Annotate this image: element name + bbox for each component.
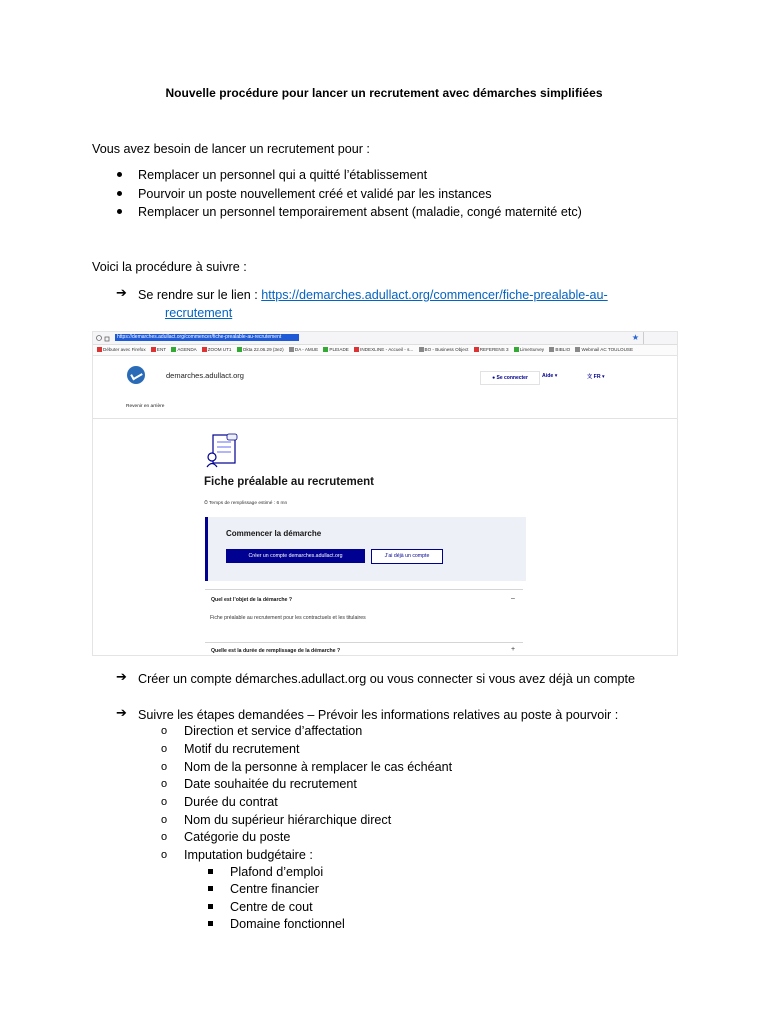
info-item: Nom du supérieur hiérarchique direct	[184, 813, 392, 827]
form-title: Fiche préalable au recrutement	[204, 476, 375, 488]
chevron-down-icon: ▾	[554, 373, 558, 379]
bookmark[interactable]: Débuter avec Firefox	[97, 347, 146, 352]
card-title: Commencer la démarche	[226, 529, 322, 538]
bullet-dot	[117, 191, 122, 196]
circle-bullet: o	[161, 761, 168, 773]
bookmark[interactable]: ENT	[151, 347, 166, 352]
arrow-right-icon: ➔	[116, 285, 127, 300]
bookmark[interactable]: LimeSurvey	[514, 347, 544, 352]
back-link[interactable]: Revenir en arrière	[126, 404, 165, 409]
info-item: Motif du recrutement	[184, 742, 300, 756]
bookmark[interactable]: INDEXLINE - Accueil - s...	[354, 347, 413, 352]
site-name[interactable]: demarches.adullact.org	[166, 371, 244, 380]
square-bullet	[208, 904, 213, 909]
connect-button[interactable]: ● Se connecter	[480, 371, 540, 385]
budget-item: Plafond d’emploi	[230, 865, 324, 879]
bookmark[interactable]: Okta 22.06.29 (3e2)	[237, 347, 284, 352]
divider	[205, 589, 523, 590]
bookmark[interactable]: BO - Business Object	[419, 347, 469, 352]
bookmark[interactable]: REFERENS 3	[474, 347, 509, 352]
circle-bullet: o	[161, 743, 168, 755]
start-card	[205, 517, 526, 581]
circle-bullet: o	[161, 778, 168, 790]
square-bullet	[208, 886, 213, 891]
reason-item: Remplacer un personnel temporairement absent (maladie, congé maternité etc)	[138, 205, 582, 219]
duration-text: ⏱ Temps de remplissage estimé : 6 mn	[204, 501, 288, 506]
info-item: Direction et service d’affectation	[184, 724, 363, 738]
faq-question[interactable]: Quel est l’objet de la démarche ?	[211, 597, 293, 603]
square-bullet	[208, 921, 213, 926]
intro-text: Vous avez besoin de lancer un recrutement pour :	[92, 142, 370, 156]
faq-question[interactable]: Quelle est la durée de remplissage de la démarche ?	[211, 648, 341, 654]
info-item: Durée du contrat	[184, 795, 278, 809]
step3-text: Suivre les étapes demandées – Prévoir les informations relatives au poste à pourvoir :	[138, 708, 619, 722]
procedure-link-continued[interactable]: recrutement	[165, 306, 233, 320]
procedure-intro: Voici la procédure à suivre :	[92, 260, 247, 274]
document-title: Nouvelle procédure pour lancer un recrutement avec démarches simplifiées	[165, 86, 603, 100]
bookmark[interactable]: PLEIADE	[323, 347, 348, 352]
step1-prefix: Se rendre sur le lien :	[138, 288, 262, 302]
circle-bullet: o	[161, 796, 168, 808]
faq-answer: Fiche préalable au recrutement pour les contractuels et les titulaires	[210, 615, 366, 621]
step2-text: Créer un compte démarches.adullact.org ou vous connecter si vous avez déjà un compte	[138, 672, 636, 686]
bullet-dot	[117, 209, 122, 214]
bookmark[interactable]: AGENDA	[171, 347, 196, 352]
logo-icon[interactable]	[127, 366, 145, 384]
circle-bullet: o	[161, 831, 168, 843]
arrow-right-icon: ➔	[116, 669, 127, 684]
site-header	[93, 356, 677, 396]
user-icon: ●	[492, 375, 497, 381]
language-menu[interactable]: 文 FR ▾	[587, 374, 605, 380]
help-menu[interactable]: Aide ▾	[542, 373, 558, 379]
shield-icon	[95, 334, 111, 342]
reason-item: Remplacer un personnel qui a quitté l’établissement	[138, 168, 428, 182]
create-account-button[interactable]: Créer un compte demarches.adullact.org	[226, 549, 365, 563]
bookmark[interactable]: DA - AMUE	[289, 347, 318, 352]
bullet-dot	[117, 172, 122, 177]
budget-item: Centre financier	[230, 882, 319, 896]
divider	[643, 332, 644, 344]
bookmark[interactable]: ZOOM UT1	[202, 347, 232, 352]
reason-item: Pourvoir un poste nouvellement créé et validé par les instances	[138, 187, 492, 201]
circle-bullet: o	[161, 814, 168, 826]
info-item: Nom de la personne à remplacer le cas échéant	[184, 760, 453, 774]
info-item: Catégorie du poste	[184, 830, 291, 844]
embedded-screenshot	[92, 331, 678, 656]
browser-url[interactable]: https://demarches.adullact.org/commencer/fiche-prealable-au-recrutement	[115, 334, 299, 341]
form-document-icon	[205, 432, 241, 468]
arrow-right-icon: ➔	[116, 705, 127, 720]
divider	[93, 418, 677, 419]
bookmarks-bar	[93, 345, 677, 356]
circle-bullet: o	[161, 725, 168, 737]
browser-url-bar	[93, 332, 677, 345]
star-icon[interactable]: ★	[631, 333, 639, 342]
minus-icon[interactable]: –	[511, 595, 515, 602]
translate-icon: 文	[587, 374, 593, 380]
info-item: Date souhaitée du recrutement	[184, 777, 357, 791]
circle-bullet: o	[161, 849, 168, 861]
square-bullet	[208, 869, 213, 874]
info-item: Imputation budgétaire :	[184, 848, 313, 862]
login-button[interactable]: J’ai déjà un compte	[371, 549, 443, 564]
procedure-link[interactable]: https://demarches.adullact.org/commencer/fiche-prealable-au-	[261, 288, 608, 302]
chevron-down-icon: ▾	[602, 374, 605, 380]
timer-icon: ⏱	[204, 501, 208, 506]
bookmark[interactable]: Webmail AC TOULOUSE	[575, 347, 633, 352]
plus-icon[interactable]: +	[511, 646, 516, 653]
bookmark[interactable]: BIBLIO	[549, 347, 570, 352]
divider	[205, 642, 523, 643]
budget-item: Centre de cout	[230, 900, 313, 914]
budget-item: Domaine fonctionnel	[230, 917, 345, 931]
